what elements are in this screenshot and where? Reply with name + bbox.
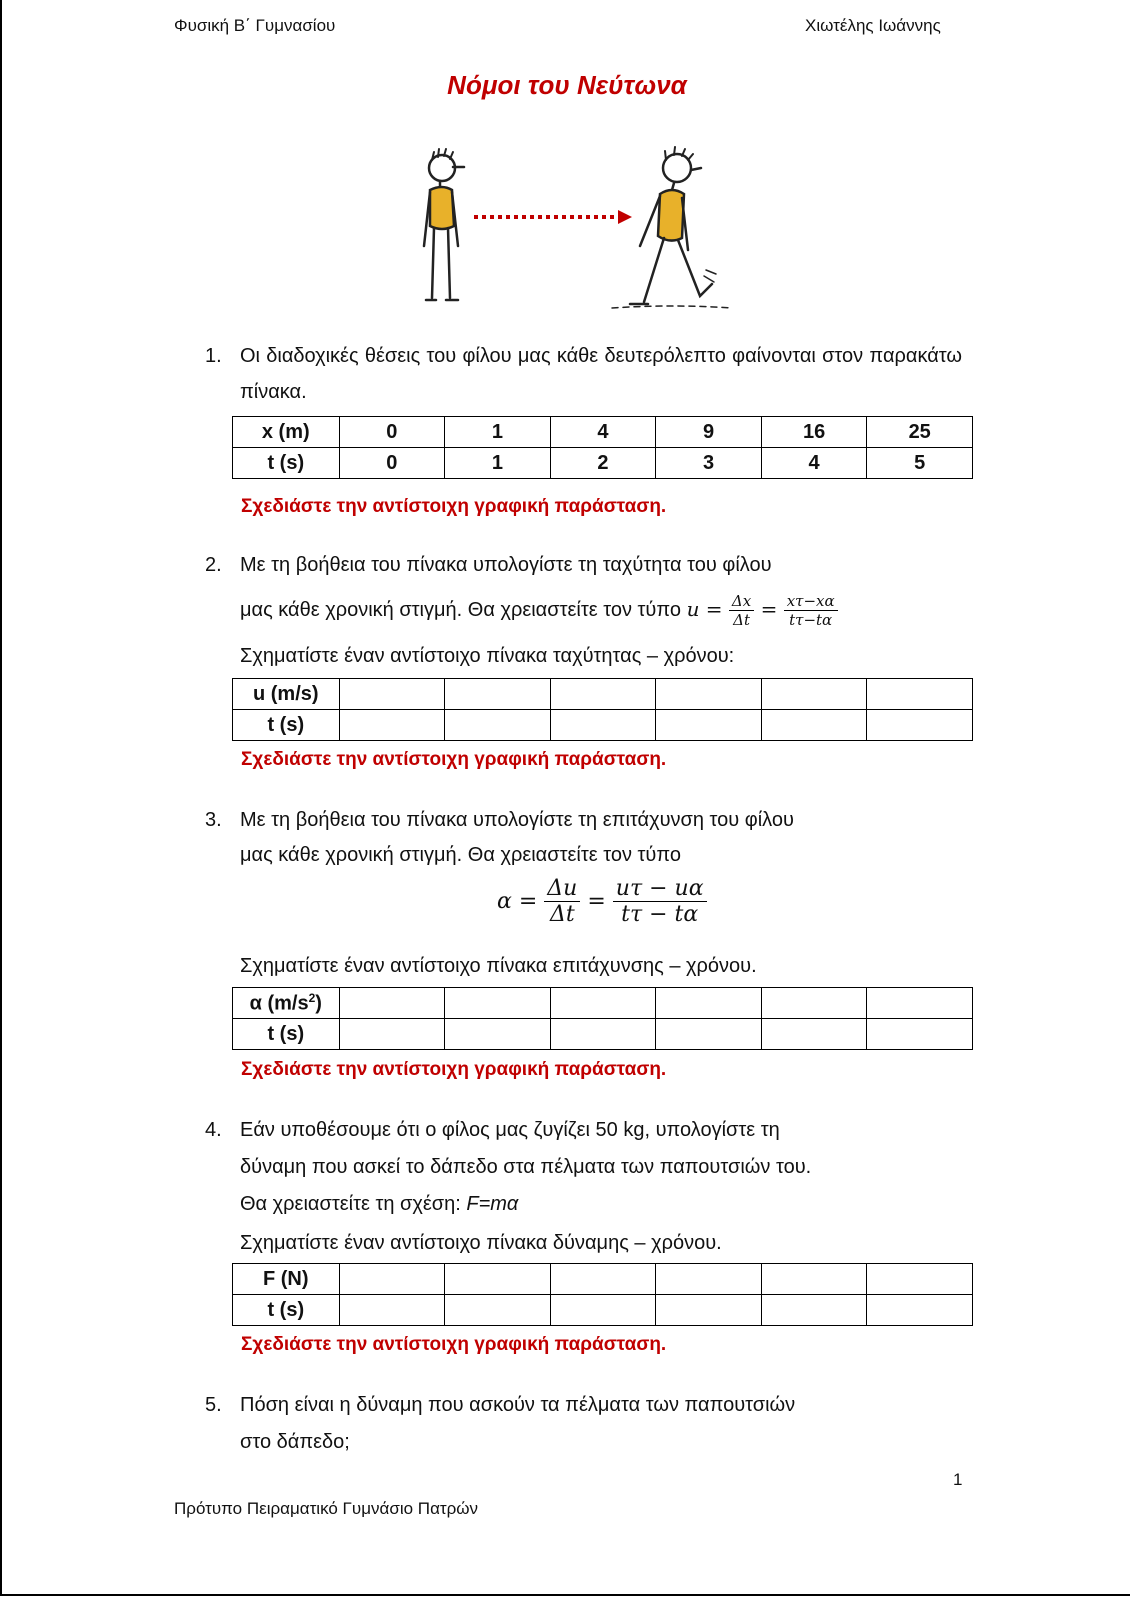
empty-cell[interactable] bbox=[761, 1295, 867, 1326]
empty-cell[interactable] bbox=[656, 1019, 762, 1050]
question-number: 5. bbox=[205, 1394, 222, 1416]
row-header: F (N) bbox=[233, 1264, 340, 1295]
table-row bbox=[233, 710, 973, 741]
empty-cell[interactable] bbox=[339, 710, 445, 741]
row-header: t (s) bbox=[233, 1295, 340, 1326]
velocity-formula: u = $\frac{\Delta x}{\Delta t}$ = $\frac{x\tau-x\alpha}{t\tau-t\alpha}$ bbox=[687, 597, 838, 621]
table-row bbox=[233, 988, 973, 1019]
table-row bbox=[233, 1019, 973, 1050]
page-title: Νόμοι του Νεύτωνα bbox=[447, 70, 687, 100]
question-2 bbox=[205, 547, 962, 583]
table-cell: 3 bbox=[656, 448, 762, 479]
table-cell: 25 bbox=[867, 417, 973, 448]
empty-cell[interactable] bbox=[445, 1264, 551, 1295]
empty-cell[interactable] bbox=[445, 1295, 551, 1326]
table-cell: 9 bbox=[656, 417, 762, 448]
force-time-table bbox=[232, 1263, 973, 1326]
row-header: t (s) bbox=[233, 448, 340, 479]
empty-cell[interactable] bbox=[550, 988, 656, 1019]
question-text: Οι διαδοχικές θέσεις του φίλου μας κάθε δευτερόλεπτο φαίνονται στον παρακάτω πίνακα. bbox=[240, 345, 962, 403]
question-number: 4. bbox=[205, 1119, 222, 1141]
empty-cell[interactable] bbox=[867, 710, 973, 741]
empty-cell[interactable] bbox=[761, 1264, 867, 1295]
row-header: t (s) bbox=[233, 710, 340, 741]
force-formula: F=mα bbox=[466, 1193, 519, 1215]
acceleration-formula: α = $\frac{\Delta u}{\Delta t}$ = $\frac{u\tau - u\alpha}{t\tau - t\alpha}$ bbox=[497, 876, 707, 927]
empty-cell[interactable] bbox=[761, 710, 867, 741]
question-1 bbox=[205, 338, 962, 410]
empty-cell[interactable] bbox=[445, 679, 551, 710]
table-cell: 4 bbox=[550, 417, 656, 448]
motion-arrow bbox=[474, 210, 632, 224]
question-number: 2. bbox=[205, 554, 222, 576]
empty-cell[interactable] bbox=[656, 988, 762, 1019]
question-text-line: Θα χρειαστείτε τη σχέση: F=mα bbox=[240, 1193, 519, 1215]
empty-cell[interactable] bbox=[761, 1019, 867, 1050]
empty-cell[interactable] bbox=[550, 1295, 656, 1326]
footer-school: Πρότυπο Πειραματικό Γυμνάσιο Πατρών bbox=[174, 1499, 479, 1518]
table-cell: 16 bbox=[761, 417, 867, 448]
instruction-text: Σχεδιάστε την αντίστοιχη γραφική παράσταση. bbox=[241, 1334, 667, 1355]
empty-cell[interactable] bbox=[339, 988, 445, 1019]
question-text-line: στο δάπεδο; bbox=[240, 1431, 350, 1453]
instruction-text: Σχεδιάστε την αντίστοιχη γραφική παράσταση. bbox=[241, 496, 667, 517]
empty-cell[interactable] bbox=[867, 1264, 973, 1295]
table-cell: 5 bbox=[867, 448, 973, 479]
question-text: Με τη βοήθεια του πίνακα υπολογίστε τη επιτάχυνση του φίλου bbox=[240, 809, 794, 831]
empty-cell[interactable] bbox=[445, 988, 551, 1019]
empty-cell[interactable] bbox=[656, 1295, 762, 1326]
empty-cell[interactable] bbox=[339, 679, 445, 710]
question-5 bbox=[205, 1387, 962, 1423]
table-row bbox=[233, 417, 973, 448]
empty-cell[interactable] bbox=[339, 1019, 445, 1050]
empty-cell[interactable] bbox=[445, 710, 551, 741]
empty-cell[interactable] bbox=[867, 1295, 973, 1326]
row-header: t (s) bbox=[233, 1019, 340, 1050]
row-header: x (m) bbox=[233, 417, 340, 448]
question-text-line: Σχηματίστε έναν αντίστοιχο πίνακα δύναμης – χρόνου. bbox=[240, 1232, 722, 1254]
empty-cell[interactable] bbox=[339, 1264, 445, 1295]
empty-cell[interactable] bbox=[550, 1264, 656, 1295]
acceleration-time-table bbox=[232, 987, 973, 1050]
table-cell: 0 bbox=[339, 448, 445, 479]
question-text-line: Σχηματίστε έναν αντίστοιχο πίνακα επιτάχυνσης – χρόνου. bbox=[240, 955, 757, 977]
question-text-line: μας κάθε χρονική στιγμή. Θα χρειαστείτε τον τύπο bbox=[240, 844, 681, 866]
walking-figure bbox=[612, 147, 732, 308]
walking-figures-illustration bbox=[412, 146, 742, 321]
empty-cell[interactable] bbox=[656, 679, 762, 710]
question-number: 1. bbox=[205, 345, 222, 367]
empty-cell[interactable] bbox=[445, 1019, 551, 1050]
instruction-text: Σχεδιάστε την αντίστοιχη γραφική παράσταση. bbox=[241, 749, 667, 770]
empty-cell[interactable] bbox=[656, 1264, 762, 1295]
question-text: Με τη βοήθεια του πίνακα υπολογίστε τη ταχύτητα του φίλου bbox=[240, 554, 772, 576]
table-cell: 1 bbox=[445, 417, 551, 448]
question-4 bbox=[205, 1112, 962, 1148]
row-header: α $(m/s^2)$ bbox=[233, 988, 340, 1019]
empty-cell[interactable] bbox=[867, 1019, 973, 1050]
header-course: Φυσική Β΄ Γυμνασίου bbox=[174, 16, 336, 35]
question-text: Πόση είναι η δύναμη που ασκούν τα πέλματα των παπουτσιών bbox=[240, 1394, 796, 1416]
empty-cell[interactable] bbox=[550, 710, 656, 741]
page-number: 1 bbox=[953, 1470, 963, 1489]
table-row bbox=[233, 1264, 973, 1295]
table-cell: 4 bbox=[761, 448, 867, 479]
position-time-table bbox=[232, 416, 973, 479]
question-text-line: δύναμη που ασκεί το δάπεδο στα πέλματα των παπουτσιών του. bbox=[240, 1156, 812, 1178]
table-cell: 1 bbox=[445, 448, 551, 479]
standing-figure bbox=[424, 149, 464, 300]
empty-cell[interactable] bbox=[761, 988, 867, 1019]
question-3 bbox=[205, 802, 962, 838]
table-row bbox=[233, 679, 973, 710]
empty-cell[interactable] bbox=[761, 679, 867, 710]
question-text: Εάν υποθέσουμε ότι ο φίλος μας ζυγίζει 50 kg, υπολογίστε τη bbox=[240, 1119, 780, 1141]
question-number: 3. bbox=[205, 809, 222, 831]
instruction-text: Σχεδιάστε την αντίστοιχη γραφική παράσταση. bbox=[241, 1059, 667, 1080]
empty-cell[interactable] bbox=[867, 679, 973, 710]
question-text-line: Σχηματίστε έναν αντίστοιχο πίνακα ταχύτητας – χρόνου: bbox=[240, 645, 735, 667]
header-author: Χιωτέλης Ιωάννης bbox=[805, 16, 941, 35]
table-row bbox=[233, 1295, 973, 1326]
empty-cell[interactable] bbox=[339, 1295, 445, 1326]
table-cell: 0 bbox=[339, 417, 445, 448]
velocity-time-table bbox=[232, 678, 973, 741]
row-header: u (m/s) bbox=[233, 679, 340, 710]
empty-cell[interactable] bbox=[867, 988, 973, 1019]
question-text-line: μας κάθε χρονική στιγμή. Θα χρειαστείτε τον τύπο u = $\frac{\Delta x}{\Delta t}$ = $\frac{x\tau-x\alpha}{t\tau-t\alpha}$ bbox=[240, 592, 838, 629]
empty-cell[interactable] bbox=[656, 710, 762, 741]
empty-cell[interactable] bbox=[550, 1019, 656, 1050]
table-row bbox=[233, 448, 973, 479]
empty-cell[interactable] bbox=[550, 679, 656, 710]
table-cell: 2 bbox=[550, 448, 656, 479]
